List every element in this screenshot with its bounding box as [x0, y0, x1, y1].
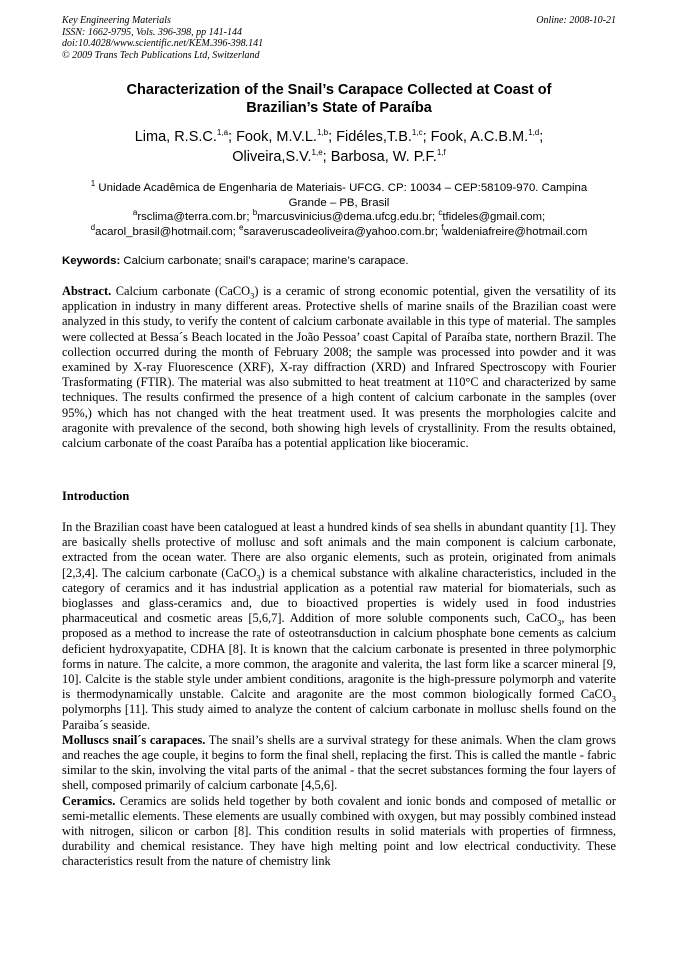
title-line-1: Characterization of the Snail’s Carapace Collected at Coast of [126, 82, 552, 98]
author-sup: 1,e [311, 148, 323, 158]
subscript: 3 [557, 617, 562, 628]
paragraph-text: In the Brazilian coast have been catalogued at least a hundred kinds of sea shells in abundant quantity [1]. They are basically shells protective of mollusc and soft animals and the main component is calcium carbonate, extracted from the ocean water. There are also organic elements, such as protein, originated from animals [2,3,4]. The calcium carbonate (CaCO [62, 520, 616, 580]
author-name: Lima, R.S.C. [134, 129, 217, 145]
email-sup: f [441, 222, 444, 232]
paragraph-text: Ceramics are solids held together by both covalent and ionic bonds and composed of metallic or semi-metallic elements. These elements are usually combined with oxygen, but may possibly combined instead with nitrogen, silicon or carbon [8]. This condition results in solid materials with properties of firmness, durability and chemical resistance. They have high melting point and low electrical conductivity. These characteristics result from the nature of chemistry link [62, 793, 616, 869]
email-sup: d [90, 222, 96, 232]
subscript: 3 [256, 572, 261, 583]
author-sup: 1,b [316, 128, 329, 138]
email-link[interactable]: marcusvinicius@dema.ufcg.edu.br; [257, 211, 436, 224]
abstract-label: Abstract. [62, 284, 112, 298]
affiliation-line-1: Unidade Acadêmica de Engenharia de Materiais- UFCG. CP: 10034 – CEP:58109-970. Campina [95, 182, 588, 194]
author-name: Fook, M.V.L. [236, 129, 317, 145]
online-date: Online: 2008-10-21 [536, 15, 616, 26]
author-sup: 1,a [216, 128, 229, 138]
copyright-line: © 2009 Trans Tech Publications Ltd, Switzerland [62, 49, 260, 61]
paragraph-text: , has been proposed as a method to increase the rate of osteotransduction in calcium phosphate bone cements as calcium deficient hydroxyapatite, CDHA [8]. It is known that the calcium carbonate is presented in three polymorphic forms in nature. The calcite, a more common, the aragonite and valerita, the last form like a scarcer mineral [9, 10]. Calcite is the stable style under ambient conditions, aragonite is the high-pressure polymorph and vaterite is thermodynamically unstable. Calcite and aragonite are the most common biologically formed CaCO [62, 611, 617, 702]
journal-header [62, 15, 616, 61]
author-name: Barbosa, W. P.F. [330, 149, 437, 165]
email-link[interactable]: waldeniafreire@hotmail.com [443, 225, 588, 238]
paragraph-text: polymorphs [11]. This study aimed to analyze the content of calcium carbonate in mollusc shells found on the Paraiba´s seaside. [62, 702, 616, 732]
email-link[interactable]: acarol_brasil@hotmail.com; [95, 225, 236, 238]
author-list: Lima, R.S.C.$^{1,a}$; Fook, M.V.L.$^{1,b}$; Fidéles,T.B.$^{1,c}$; Fook, A.C.B.M.$^{1,d}$; Oliveira,S.V.$^{1,e}$; Barbosa, W. P.F.$^{1,f}$ [134, 128, 544, 165]
email-link[interactable]: tfideles@gmail.com; [442, 211, 546, 224]
email-sup: a [132, 208, 138, 218]
introduction-body [62, 520, 616, 870]
affiliation-block [62, 181, 616, 239]
paragraph-lead: Molluscs snail´s carapaces. [62, 732, 206, 747]
author-sup: 1,f [436, 148, 446, 158]
affiliation-line-2: Grande – PB, Brasil [288, 196, 390, 209]
intro-paragraph-1 [62, 520, 616, 733]
intro-paragraph-3 [62, 794, 616, 870]
issn-line: ISSN: 1662-9795, Vols. 396-398, pp 141-144 [62, 26, 242, 38]
author-name: Oliveira,S.V. [232, 149, 312, 165]
keywords-label: Keywords: [62, 255, 121, 267]
paragraph-text: ) is a chemical substance with alkaline characteristics, included in the category of ceramics and it has industrial application as a potential raw material for biomaterials, such as bioglasses and glass-ceramics and, due to bioactived properties is widely used in food industries pharmaceutical and cosmetic areas [5,6,7]. Addition of more soluble components such, CaCO [62, 565, 616, 626]
author-sup: 1,c [411, 128, 423, 138]
introduction-heading: Introduction [62, 489, 130, 503]
keywords-line [62, 254, 616, 268]
keywords-text: Calcium carbonate; snail’s carapace; marine’s carapace. [120, 255, 409, 267]
subscript: 3 [611, 693, 616, 704]
title-line-2: Brazilian’s State of Paraíba [246, 100, 432, 116]
journal-name: Key Engineering Materials [62, 15, 171, 26]
affiliation-sup: 1 [90, 179, 96, 189]
abstract-text: ) is a ceramic of strong economic potential, given the versatility of its application in industry in many different areas. Protective shells of marine snails of the Brazilian coast were analyzed in this study, to verify the content of calcium carbonate available in this type of material. The samples were collected at Bessa´s Beach located in the João Pessoa’ coast Capital of Paraíba state, northern Brazil. The collection occurred during the month of February 2008; the sample was processed into powder and it was examined by X-ray Fluorescence (XRF), X-ray diffraction (XRD) and Infrared Spectroscopy with Fourier Trasformating (FTIR). The material was also submitted to heat treatment at 110°C and characterized by same techniques. The results confirmed the presence of a high content of calcium carbonate in the samples (over 95%,) which has not changed with the heat treatment used. It was presents the morphologies calcite and aragonite with prevalence of the second, both showing high levels of crystallinity. From the results obtained, calcium carbonate of the coast Paraíba has a potential application like bioceramic. [62, 284, 616, 451]
paper-title [62, 81, 616, 117]
email-sup: c [438, 208, 443, 218]
abstract-text: Calcium carbonate (CaCO [111, 284, 251, 298]
paragraph-text: The snail’s shells are a survival strategy for these animals. When the clam grows and reaches the age couple, it begins to form the final shell, replacing the first. This is called the mantle - fabric similar to the skin, involving the vital parts of the animal - that the secret substances forming the four layers of shell, composed primarily of calcium carbonate [4,5,6]. [62, 732, 616, 793]
paragraph-lead: Ceramics. [62, 793, 116, 808]
email-link[interactable]: rsclima@terra.com.br; [137, 211, 250, 224]
email-sup: e [239, 222, 244, 232]
intro-paragraph-2 [62, 733, 616, 794]
doi-line: doi:10.4028/www.scientific.net/KEM.396-398.141 [62, 38, 264, 49]
author-name: Fidéles,T.B. [336, 129, 412, 145]
subscript: 3 [250, 290, 255, 301]
email-sup: b [252, 208, 258, 218]
abstract-paragraph [62, 284, 616, 451]
author-name: Fook, A.C.B.M. [430, 129, 529, 145]
author-sup: 1,d [528, 128, 540, 138]
email-link[interactable]: saraveruscadeoliveira@yahoo.com.br; [243, 225, 439, 238]
